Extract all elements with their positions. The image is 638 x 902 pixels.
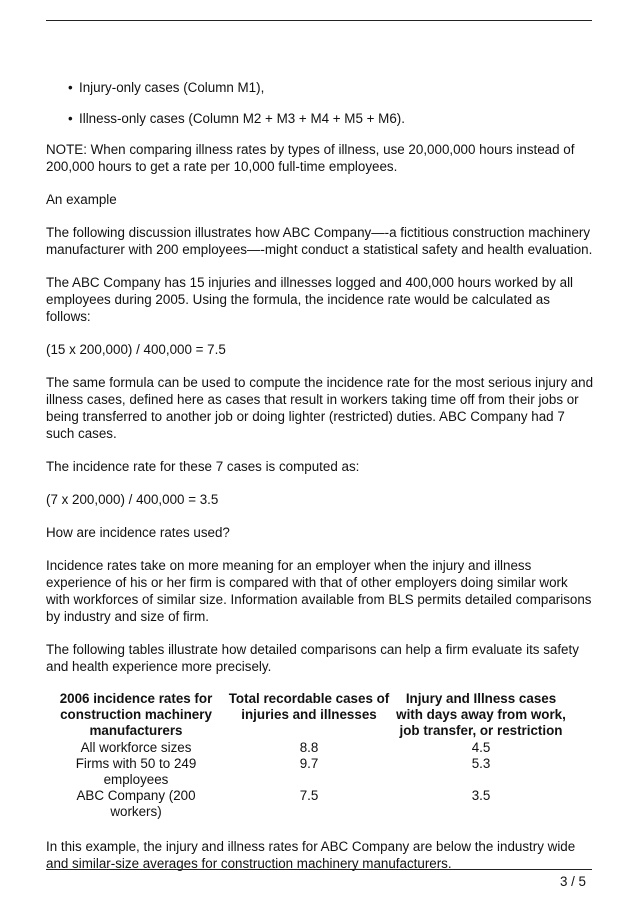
closing-paragraph: In this example, the injury and illness rates for ABC Company are below the industry wide and similar-size averages for construction machinery manufacturers. [46,839,576,871]
body-paragraph: Incidence rates take on more meaning for an employer when the injury and illness experience of his or her firm is compared with that of other employers doing similar work with workforces of similar size. Information available from BLS permits detailed comparisons by industry and size of firm. [46,558,592,624]
bullet-list [46,79,594,127]
body-paragraph: The following tables illustrate how detailed comparisons can help a firm evaluate its safety and health experience more precisely. [46,642,579,674]
document-body [46,79,594,888]
body-paragraph: The following discussion illustrates how ABC Company—-a fictitious construction machinery manufacturer with 200 employees—-might conduct a statistical safety and health evaluation. [46,225,593,257]
table-row [49,788,567,820]
bullet-item: • Injury-only cases (Column M1), [79,79,594,96]
table-cell: 3.5 [471,788,491,803]
footer-rule [46,869,592,870]
table-cell: 9.7 [299,756,319,771]
table-cell: Firms with 50 to 249 employees [75,756,197,787]
table-row [49,756,567,788]
table-cell: 5.3 [471,756,491,771]
formula-line: (15 x 200,000) / 400,000 = 7.5 [46,342,226,357]
formula-line: (7 x 200,000) / 400,000 = 3.5 [46,492,219,507]
section-heading: How are incidence rates used? [46,525,230,540]
note-paragraph: NOTE: When comparing illness rates by types of illness, use 20,000,000 hours instead of 200,000 hours to get a rate per 10,000 full-time employees. [46,142,575,174]
table-header-row [49,691,567,740]
incidence-rates-table [49,691,567,820]
body-paragraph: The ABC Company has 15 injuries and illnesses logged and 400,000 hours worked by all employees during 2005. Using the formula, the incidence rate would be calculated as follows: [46,275,574,324]
table-cell: 8.8 [299,740,319,755]
header-rule [46,20,592,21]
section-heading: An example [46,192,117,207]
table-cell: 7.5 [299,788,319,803]
table-cell: All workforce sizes [80,740,192,755]
table-cell: 4.5 [471,740,491,755]
column-header: Total recordable cases of injuries and illnesses [228,691,390,722]
column-header: 2006 incidence rates for construction machinery manufacturers [59,691,213,738]
table-row [49,740,567,756]
body-paragraph: The same formula can be used to compute the incidence rate for the most serious injury and illness cases, defined here as cases that result in workers taking time off from their jobs or being transferred to another job or doing lighter (restricted) duties. ABC Company had 7 such cases. [46,375,594,441]
table-cell: ABC Company (200 workers) [76,788,196,819]
bullet-item: • Illness-only cases (Column M2 + M3 + M4 + M5 + M6). [79,110,594,127]
column-header: Injury and Illness cases with days away from work, job transfer, or restriction [396,691,566,738]
page-number: 3 / 5 [559,874,586,889]
body-paragraph: The incidence rate for these 7 cases is computed as: [46,459,360,474]
